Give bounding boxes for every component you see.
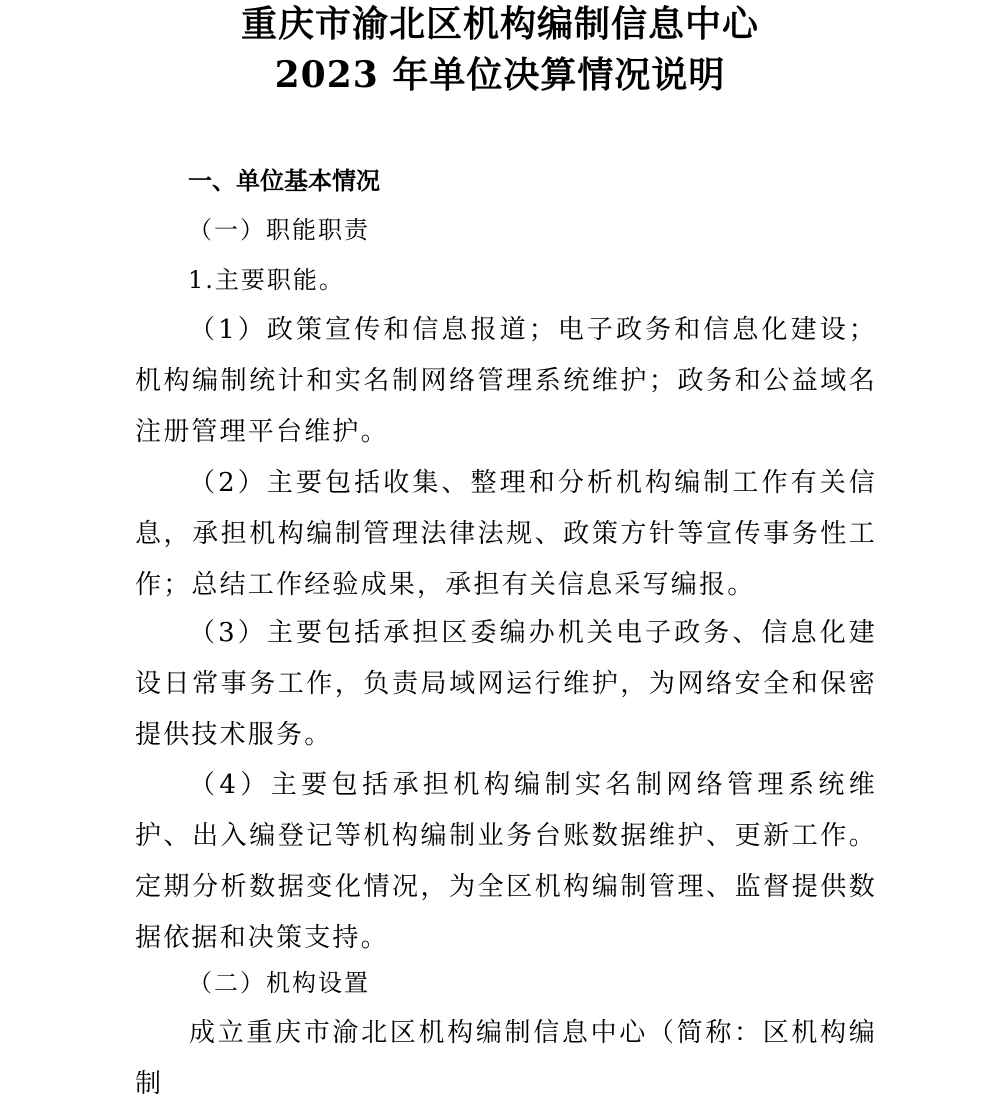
document-title-line2: 2023 年单位决算情况说明 — [274, 54, 726, 96]
paragraph-function-4: （4）主要包括承担机构编制实名制网络管理系统维护、出入编登记等机构编制业务台账数据维护、更新工作。定期分析数据变化情况，为全区机构编制管理、监督提供数据依据和决策支持。 — [135, 770, 877, 953]
document-title-line1: 重庆市渝北区机构编制信息中心 — [240, 3, 759, 45]
paragraph-function-1: （1）政策宣传和信息报道；电子政务和信息化建设；机构编制统计和实名制网络管理系统维护；政务和公益域名注册管理平台维护。 — [135, 315, 877, 447]
item-heading-main-functions: 1.主要职能。 — [188, 266, 345, 294]
subsection-heading-duties: （一）职能职责 — [188, 216, 370, 244]
subsection-heading-organization: （二）机构设置 — [188, 969, 370, 997]
paragraph-function-3: （3）主要包括承担区委编办机关电子政务、信息化建设日常事务工作，负责局域网运行维护，为网络安全和保密提供技术服务。 — [135, 618, 877, 750]
section-heading-basic-info: 一、单位基本情况 — [188, 167, 380, 195]
paragraph-organization: 成立重庆市渝北区机构编制信息中心（简称：区机构编制 — [135, 1018, 877, 1099]
paragraph-function-2: （2）主要包括收集、整理和分析机构编制工作有关信息，承担机构编制管理法律法规、政策方针等宣传事务性工作；总结工作经验成果，承担有关信息采写编报。 — [135, 468, 877, 600]
